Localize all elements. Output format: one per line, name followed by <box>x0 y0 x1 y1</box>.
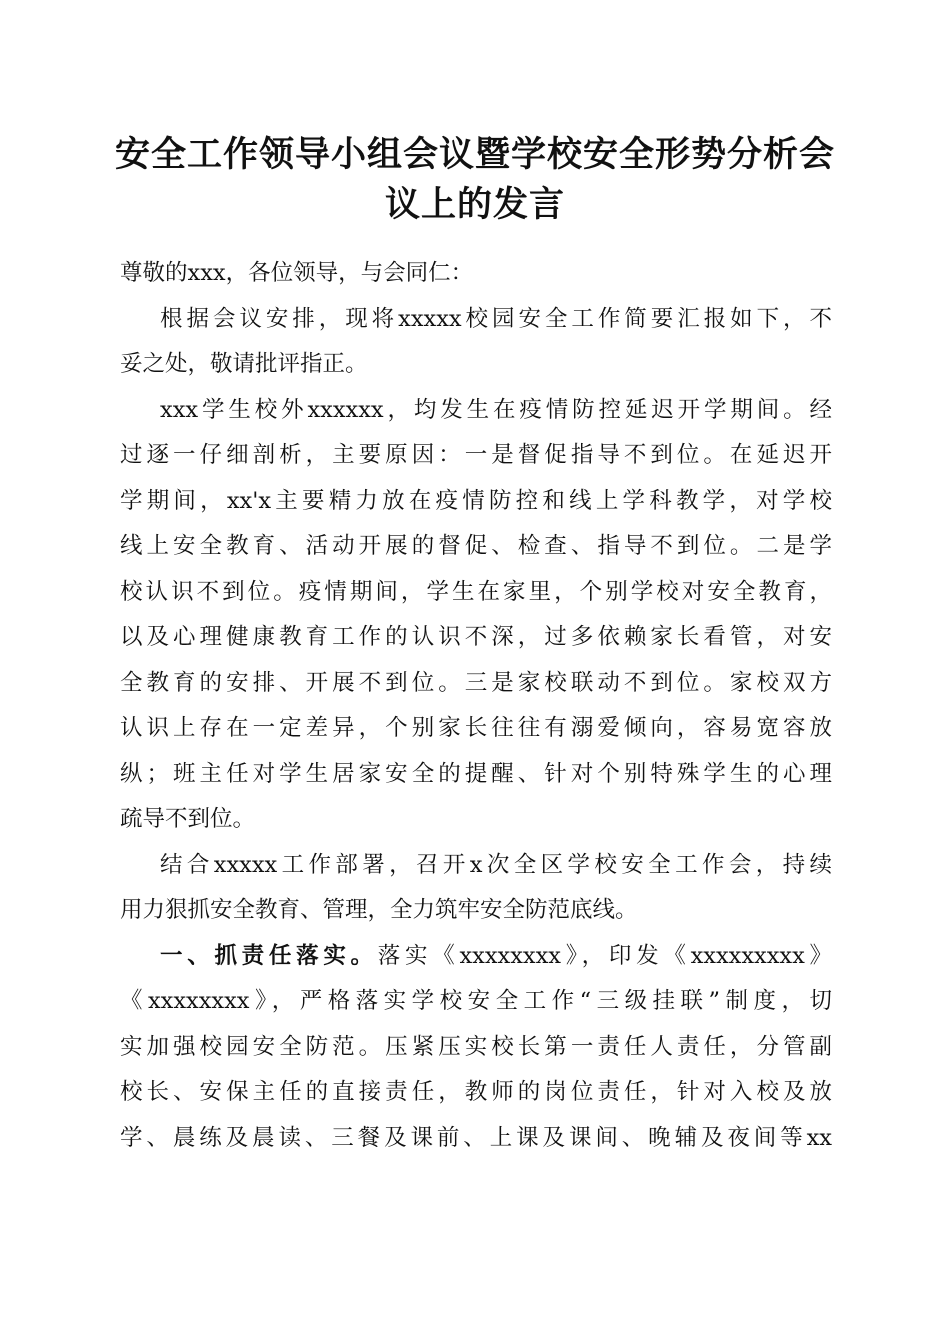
section-heading-1: 一、抓责任落实。 <box>160 942 378 969</box>
paragraph-2-line-10: 疏导不到位。 <box>120 806 256 832</box>
paragraph-2-line-7: 全教育的安排、开展不到位。三是家校联动不到位。家校双方 <box>120 669 832 696</box>
paragraph-1-line-2: 妥之处，敬请批评指正。 <box>120 351 368 377</box>
paragraph-2-line-4: 线上安全教育、活动开展的督促、检查、指导不到位。二是学 <box>120 533 832 559</box>
paragraph-1-line-1: 根据会议安排，现将xxxxx校园安全工作简要汇报如下，不 <box>160 305 832 332</box>
paragraph-4-line-5: 学、晨练及晨读、三餐及课前、上课及课间、晚辅及夜间等xx <box>120 1124 832 1151</box>
paragraph-2-line-8: 认识上存在一定差异，个别家长往往有溺爱倾向，容易宽容放 <box>120 715 832 741</box>
paragraph-2-line-1: xxx学生校外xxxxxx，均发生在疫情防控延迟开学期间。经 <box>160 396 832 423</box>
paragraph-4-line-3: 实加强校园安全防范。压紧压实校长第一责任人责任，分管副 <box>120 1033 832 1060</box>
paragraph-2-line-5: 校认识不到位。疫情期间，学生在家里，个别学校对安全教育， <box>120 578 832 605</box>
paragraph-4-line-1-text: 落实《xxxxxxxx》，印发《xxxxxxxxx》 <box>377 942 832 969</box>
paragraph-4-line-2: 《xxxxxxxx》，严格落实学校安全工作“三级挂联”制度，切 <box>120 988 832 1014</box>
salutation: 尊敬的xxx，各位领导，与会同仁： <box>120 260 474 286</box>
paragraph-3-line-1: 结合xxxxx工作部署，召开x次全区学校安全工作会，持续 <box>160 851 832 878</box>
document-title <box>100 130 850 230</box>
document-body <box>120 251 832 1161</box>
title-line-2: 议上的发言 <box>384 184 565 225</box>
paragraph-2-line-6: 以及心理健康教育工作的认识不深，过多依赖家长看管，对安 <box>120 624 832 650</box>
paragraph-3-line-2: 用力狠抓安全教育、管理，全力筑牢安全防范底线。 <box>120 897 638 923</box>
paragraph-4-line-1 <box>120 934 832 980</box>
title-line-1: 安全工作领导小组会议暨学校安全形势分析会 <box>114 134 835 175</box>
paragraph-4-line-4: 校长、安保主任的直接责任，教师的岗位责任，针对入校及放 <box>120 1079 832 1105</box>
paragraph-2-line-3: 学期间，xx'x主要精力放在疫情防控和线上学科教学，对学校 <box>120 487 832 514</box>
paragraph-2-line-9: 纵；班主任对学生居家安全的提醒、针对个别特殊学生的心理 <box>120 760 832 787</box>
paragraph-2-line-2: 过逐一仔细剖析，主要原因：一是督促指导不到位。在延迟开 <box>120 442 832 468</box>
